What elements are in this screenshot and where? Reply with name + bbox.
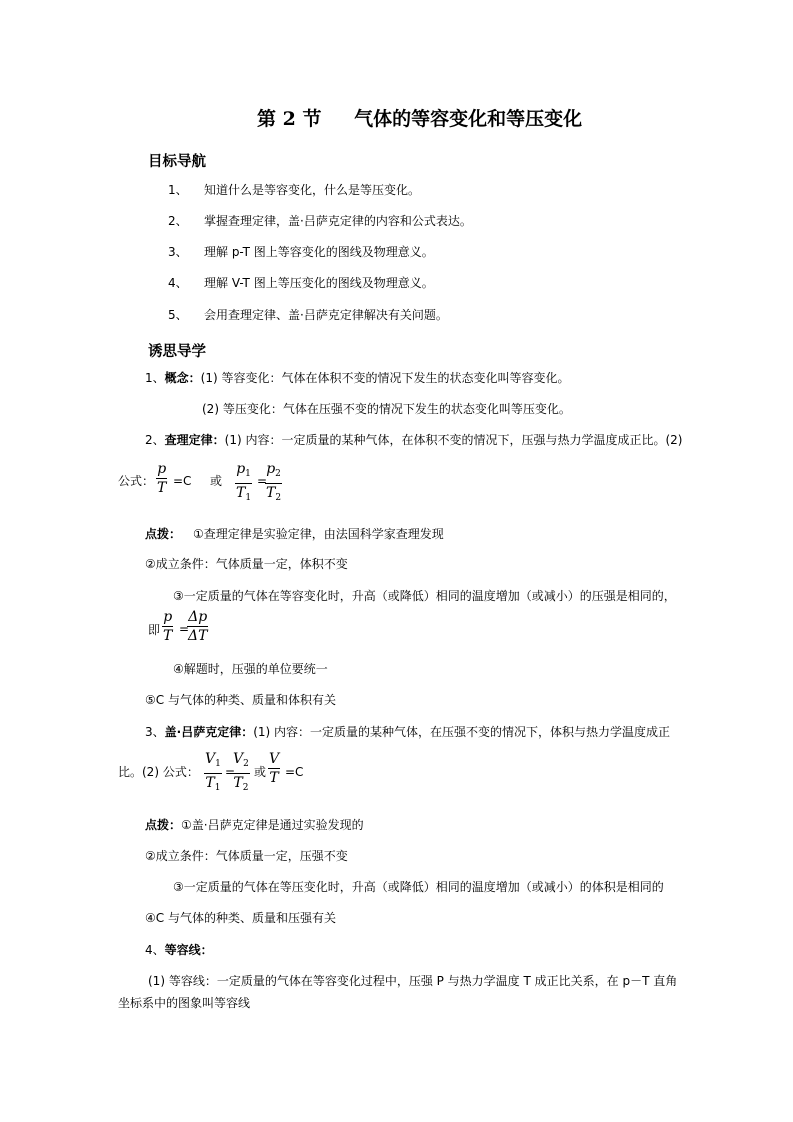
denominator-T: T <box>163 628 173 644</box>
charles-note-1 <box>145 527 444 541</box>
fraction-bar <box>156 478 167 479</box>
concept-line-1 <box>145 371 569 385</box>
gay-note-1 <box>145 818 364 832</box>
fraction-bar <box>265 483 282 484</box>
goal-item <box>168 183 420 197</box>
concept-label: 概念： <box>164 371 201 385</box>
note-text: ①查理定律是实验定律，由法国科学家查理发现 <box>193 527 444 541</box>
fraction-p-over-T <box>156 462 167 496</box>
numerator-V1: $V_1$ <box>205 751 221 769</box>
page-title <box>257 104 582 131</box>
numerator-p2: $p_2$ <box>266 461 281 479</box>
fraction-p1-over-T1 <box>235 462 252 506</box>
goal-item <box>168 308 448 322</box>
denominator-T1: $T_1$ <box>236 485 252 503</box>
item-number: 4、 <box>145 943 165 957</box>
isochore-line-1: (1) 等容线：一定质量的气体在等容变化过程中，压强 P 与热力学温度 T 成正比关系，在 p－T 直角 <box>148 974 678 988</box>
numerator-V2: $V_2$ <box>233 751 249 769</box>
charles-law-label: 查理定律： <box>164 433 225 447</box>
goal-number: 5、 <box>168 308 188 322</box>
gay-note-2: ②成立条件：气体质量一定，压强不变 <box>145 849 348 863</box>
concept-text-1: (1) 等容变化：气体在体积不变的情况下发生的状态变化叫等容变化。 <box>200 371 570 385</box>
fraction-dp-over-dT <box>187 610 208 644</box>
equals-sign: = <box>257 474 268 488</box>
isochore-heading <box>145 943 213 957</box>
gay-lussac-label: 盖·吕萨克定律： <box>164 725 254 739</box>
gay-note-4: ④C 与气体的种类、质量和压强有关 <box>145 911 336 925</box>
fraction-bar <box>235 483 252 484</box>
gay-note-3: ③一定质量的气体在等压变化时，升高（或降低）相同的温度增加（或减小）的体积是相同的 <box>173 880 664 894</box>
goal-number: 1、 <box>168 183 188 197</box>
fraction-p-over-T-2 <box>162 610 173 644</box>
equals-c: =C <box>285 765 304 779</box>
equals-c: =C <box>173 474 192 488</box>
goal-text: 知道什么是等容变化，什么是等压变化。 <box>204 183 421 197</box>
fraction-V2-over-T2 <box>232 752 250 796</box>
guide-heading: 诱思导学 <box>148 344 206 360</box>
equals-sign: = <box>179 622 190 636</box>
section-topic: 气体的等容变化和等压变化 <box>354 108 583 130</box>
ji-prefix: 即 <box>148 623 161 637</box>
denominator-dT: ΔT <box>188 628 208 644</box>
charles-note-2: ②成立条件：气体质量一定，体积不变 <box>145 557 348 571</box>
goals-heading: 目标导航 <box>148 154 206 170</box>
formula-label: 公式： <box>118 474 155 488</box>
fraction-bar <box>232 773 250 774</box>
fraction-bar <box>187 626 208 627</box>
goal-text: 掌握查理定律，盖·吕萨克定律的内容和公式表达。 <box>204 214 472 228</box>
goal-item <box>168 245 434 259</box>
charles-law-line <box>145 433 682 447</box>
numerator-p1: $p_1$ <box>236 461 251 479</box>
numerator-p: p <box>163 609 173 625</box>
concept-line-2: (2) 等压变化：气体在压强不变的情况下发生的状态变化叫等压变化。 <box>202 402 571 416</box>
isochore-line-2: 坐标系中的图象叫等容线 <box>118 996 251 1010</box>
gay-lussac-formula-label: 比。(2) 公式： <box>118 765 199 779</box>
or-text: 或 <box>254 765 267 779</box>
section-number: 第 2 节 <box>257 108 322 130</box>
charles-law-content: (1) 内容：一定质量的某种气体，在体积不变的情况下，压强与热力学温度成正比。(2) <box>224 433 683 447</box>
fraction-bar <box>204 773 222 774</box>
goal-text: 会用查理定律、盖·吕萨克定律解决有关问题。 <box>204 308 448 322</box>
charles-note-5: ⑤C 与气体的种类、质量和体积有关 <box>145 693 336 707</box>
goal-number: 2、 <box>168 214 188 228</box>
goal-number: 3、 <box>168 245 188 259</box>
numerator-p: p <box>157 461 167 477</box>
equals-sign: = <box>225 765 236 779</box>
item-number: 2、 <box>145 433 165 447</box>
charles-note-4: ④解题时，压强的单位要统一 <box>173 662 328 676</box>
fraction-p2-over-T2 <box>265 462 282 506</box>
isochore-label: 等容线： <box>164 943 213 957</box>
note-text: ①盖·吕萨克定律是通过实验发现的 <box>181 818 364 832</box>
or-text: 或 <box>210 474 223 488</box>
numerator-V: V <box>269 751 280 767</box>
fraction-bar <box>268 768 280 769</box>
note-label: 点拨： <box>145 527 182 541</box>
denominator-T1: $T_1$ <box>205 775 221 793</box>
goal-item <box>168 214 472 228</box>
item-number: 3、 <box>145 725 165 739</box>
goal-number: 4、 <box>168 276 188 290</box>
fraction-V1-over-T1 <box>204 752 222 796</box>
gay-lussac-line <box>145 725 670 739</box>
item-number: 1、 <box>145 371 165 385</box>
gay-lussac-content: (1) 内容：一定质量的某种气体，在压强不变的情况下，体积与热力学温度成正 <box>253 725 671 739</box>
goal-text: 理解 V-T 图上等压变化的图线及物理意义。 <box>204 276 434 290</box>
fraction-V-over-T <box>268 752 280 786</box>
goal-item <box>168 276 434 290</box>
denominator-T2: $T_2$ <box>233 775 249 793</box>
denominator-T: T <box>157 480 167 496</box>
charles-note-3: ③一定质量的气体在等容变化时，升高（或降低）相同的温度增加（或减小）的压强是相同的， <box>173 589 676 603</box>
goal-text: 理解 p-T 图上等容变化的图线及物理意义。 <box>204 245 434 259</box>
note-label: 点拨： <box>145 818 182 832</box>
denominator-T2: $T_2$ <box>266 485 282 503</box>
numerator-dp: Δp <box>188 609 208 625</box>
denominator-T: T <box>269 770 279 786</box>
fraction-bar <box>162 626 173 627</box>
